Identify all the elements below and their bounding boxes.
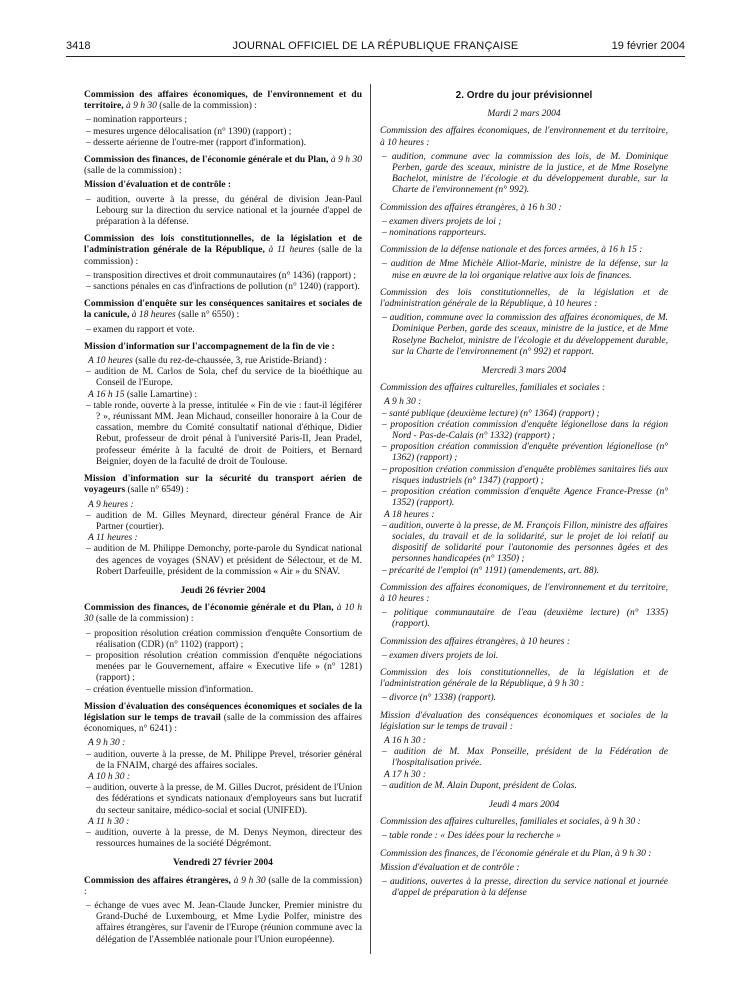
agenda-entry: Commission des finances, de l'économie générale et du Plan, à 9 h 30 : (380, 848, 652, 859)
agenda-entry: Mission d'évaluation des conséquences économiques et sociales de la législation sur le temps de travail (salle de la commission des affaires économiques, n° 6241) : (84, 701, 362, 735)
issue-date: 19 février 2004 (611, 40, 685, 52)
agenda-entry: Commission des affaires économiques, de l'environnement et du territoire, à 10 heures : (380, 582, 668, 604)
list-item: – nominations rapporteurs. (380, 228, 668, 239)
agenda-entry: Mission d'information sur la sécurité du transport aérien de voyageurs (salle n° 6549) : (84, 474, 362, 496)
list-item: – nomination rapporteurs ; (84, 115, 362, 126)
agenda-entry: Commission des lois constitutionnelles, de la législation et de l'administration générale de la République, à 9 h 30 : (380, 667, 668, 690)
list-item: – sanctions pénales en cas d'infractions de pollution (n° 1240) (rapport). (84, 282, 362, 293)
column-divider (370, 84, 371, 954)
list-item: – examen du rapport et vote. (84, 325, 362, 336)
list-item: – audition, ouverte à la presse, de M. Denys Neymon, directeur des ressources humaines de la société Dégrémont. (84, 828, 362, 850)
agenda-entry: Commission des affaires culturelles, familiales et sociales : (380, 383, 606, 394)
time-slot: A 18 heures : (384, 509, 435, 520)
time-slot: A 10 h 30 : (88, 771, 131, 782)
date-heading: Vendredi 27 février 2004 (173, 858, 273, 869)
agenda-entry: Commission d'enquête sur les conséquences sanitaires et sociales de la canicule, à 18 heures (salle n° 6550) : (84, 299, 362, 321)
agenda-subhead: Mission d'évaluation et de contrôle : (380, 862, 520, 873)
right-column (380, 90, 668, 899)
list-item: – examen divers projets de loi ; (380, 217, 668, 228)
list-item: – desserte aérienne de l'outre-mer (rapport d'information). (84, 138, 362, 149)
list-item: – audition de M. Alain Dupont, président de Colas. (380, 781, 668, 792)
agenda-entry: Commission des affaires étrangères, à 9 h 30 (salle de la commission) : (84, 875, 363, 897)
list-item: – échange de vues avec M. Jean-Claude Juncker, Premier ministre du Grand-Duché de Luxembourg, et Mme Lydie Polfer, ministre des affaires étrangères, sur l'avenir de l'Europe (réunion commune avec la délégation de l'Assemblée nationale pour l'Union européenne). (84, 901, 362, 946)
list-item: – audition, ouverte à la presse, de M. Philippe Prevel, trésorier général de la FNAIM, chargé des affaires sociales. (84, 750, 362, 772)
list-item: – proposition création commission d'enquête légionellose dans la région Nord - Pas-de-Calais (n° 1332) (rapport) ; (380, 420, 668, 442)
list-item: – divorce (n° 1338) (rapport). (380, 693, 668, 704)
agenda-entry: Commission des affaires étrangères, à 16 h 30 : (380, 202, 562, 213)
journal-title: JOURNAL OFFICIEL DE LA RÉPUBLIQUE FRANÇAISE (232, 40, 519, 52)
agenda-entry: Commission des lois constitutionnelles, de la législation et de l'administration générale de la République, à 11 heures (salle de la commission) : (84, 234, 363, 267)
time-slot: A 16 h 15 (salle Lamartine) : (88, 389, 198, 400)
list-item: – transposition directives et droit communautaires (n° 1436) (rapport) ; (84, 271, 362, 282)
agenda-entry: Commission des finances, de l'économie générale et du Plan, à 9 h 30 (salle de la commission) : (84, 155, 362, 177)
list-item: – table ronde : « Des idées pour la recherche » (380, 831, 668, 842)
time-slot: A 17 h 30 : (384, 769, 427, 780)
list-item: – santé publique (deuxième lecture) (n° 1364) (rapport) ; (380, 409, 668, 420)
left-column (84, 90, 362, 946)
agenda-entry: Commission des affaires économiques, de l'environnement et du territoire, à 10 heures : (380, 126, 668, 148)
agenda-subhead: Mission d'évaluation et de contrôle : (84, 180, 231, 191)
date-heading: Mercredi 3 mars 2004 (481, 366, 567, 377)
list-item: – auditions, ouvertes à la presse, direction du service national et journée d'appel de préparation à la défense (380, 877, 668, 899)
list-item: – proposition création commission d'enquête problèmes sanitaires liés aux risques industriels (n° 1347) (rapport) ; (380, 465, 668, 487)
time-slot: A 11 h 30 : (88, 816, 130, 827)
list-item: – audition de M. Carlos de Sola, chef du service de la bioéthique au Conseil de l'Europe. (84, 367, 362, 389)
agenda-entry: Commission des affaires économiques, de l'environnement et du territoire, à 9 h 30 (salle de la commission) : (84, 90, 362, 112)
list-item: – création éventuelle mission d'information. (84, 685, 362, 696)
list-item: – audition, commune avec la commission des affaires économiques, de M. Dominique Perben, garde des sceaux, ministre de la justice, et de Mme Roselyne Bachelot, ministre de l'écologie et du développement durable, sur la Charte de l'environnement (n° 992) et rapport. (380, 313, 668, 358)
time-slot: A 16 h 30 : (384, 735, 427, 746)
list-item: – politique communautaire de l'eau (deuxième lecture) (n° 1335) (rapport). (380, 608, 668, 630)
date-heading: Mardi 2 mars 2004 (487, 109, 561, 120)
list-item: – précarité de l'emploi (n° 1191) (amendements, art. 88). (380, 566, 668, 577)
agenda-entry: Commission des finances, de l'économie générale et du Plan, à 10 h 30 (salle de la commission) : (84, 603, 362, 625)
agenda-entry: Commission des affaires culturelles, familiales et sociales, à 9 h 30 : (380, 817, 641, 828)
list-item: – audition de M. Max Ponseille, président de la Fédération de l'hospitalisation privée. (380, 747, 668, 769)
agenda-entry: Commission des lois constitutionnelles, de la législation et de l'administration générale de la République, à 10 heures : (380, 287, 668, 310)
time-slot: A 9 h 30 : (384, 397, 422, 408)
time-slot: A 10 heures (salle du rez-de-chaussée, 3, rue Aristide-Briand) : (88, 356, 327, 367)
list-item: – audition, commune avec la commission des lois, de M. Dominique Perben, garde des sceaux, ministre de la justice, et de Mme Roselyne Bachelot, ministre de l'écologie et du développement durable, sur la Charte de l'environnement (n° 992). (380, 152, 668, 197)
list-item: – audition, ouverte à la presse, du général de division Jean-Paul Lebourg sur la direction du service national et la journée d'appel de préparation à la défense. (84, 195, 362, 229)
list-item: – audition de Mme Michèle Alliot-Marie, ministre de la défense, sur la mise en œuvre de la loi organique relative aux lois de finances. (380, 259, 668, 281)
list-item: – table ronde, ouverte à la presse, intitulée « Fin de vie : faut-il légiférer ? », réunissant MM. Jean Michaud, conseiller honoraire à la Cour de cassation, membre du Comité consultatif national d'éthique, Didier Rebut, professeur de droit pénal à l'université Paris-II, Jean Pradel, professeur émérite à la faculté de droit de Poitiers, et Bernard Beignier, doyen de la faculté de droit de Toulouse. (84, 401, 362, 468)
agenda-entry: Commission des affaires étrangères, à 10 heures : (380, 636, 570, 647)
time-slot: A 9 heures : (88, 499, 134, 510)
date-heading: Jeudi 4 mars 2004 (488, 799, 560, 810)
agenda-entry: Mission d'évaluation des conséquences économiques et sociales de la législation sur le temps de travail : (380, 710, 668, 732)
agenda-entry: Commission de la défense nationale et des forces armées, à 16 h 15 : (380, 245, 643, 256)
list-item: – proposition création commission d'enquête Agence France-Presse (n° 1352) (rapport). (380, 487, 668, 509)
list-item: – audition, ouverte à la presse, de M. Gilles Ducrot, président de l'Union des fédérations et syndicats nationaux d'employeurs sans but lucratif du secteur sanitaire, médico-social et social (UNIFED). (84, 783, 362, 817)
list-item: – audition, ouverte à la presse, de M. François Fillon, ministre des affaires sociales, du travail et de la solidarité, sur le projet de loi relatif au dispositif de solidarité pour l'autonomie des personnes âgées et des personnes handicapées (n° 1350) ; (380, 521, 668, 566)
agenda-subhead: Mission d'information sur l'accompagnement de la fin de vie : (84, 341, 335, 352)
time-slot: A 11 heures : (88, 533, 138, 544)
list-item: – proposition résolution création commission d'enquête négociations menées par le Gouvernement, affaire « Executive life » (n° 1281) (rapport) ; (84, 651, 362, 685)
list-item: – proposition résolution création commission d'enquête Consortium de réalisation (CDR) (n° 1102) (rapport) ; (84, 629, 362, 651)
page-header (66, 40, 685, 57)
list-item: – audition de M. Gilles Meynard, directeur général France de Air Partner (courtier). (84, 511, 362, 533)
time-slot: A 9 h 30 : (88, 738, 126, 749)
section-title: 2. Ordre du jour prévisionnel (455, 90, 593, 101)
list-item: – proposition création commission d'enquête prévention légionellose (n° 1362) (rapport) ; (380, 442, 668, 464)
date-heading: Jeudi 26 février 2004 (180, 585, 266, 596)
page-number: 3418 (66, 40, 91, 52)
list-item: – mesures urgence délocalisation (n° 1390) (rapport) ; (84, 127, 362, 138)
list-item: – examen divers projets de loi. (380, 651, 668, 662)
list-item: – audition de M. Philippe Demonchy, porte-parole du Syndicat national des agences de voyages (SNAV) et président de Sélectour, et de M. Robert Darfeuille, président de la commission « Air » du SNAV. (84, 544, 362, 578)
